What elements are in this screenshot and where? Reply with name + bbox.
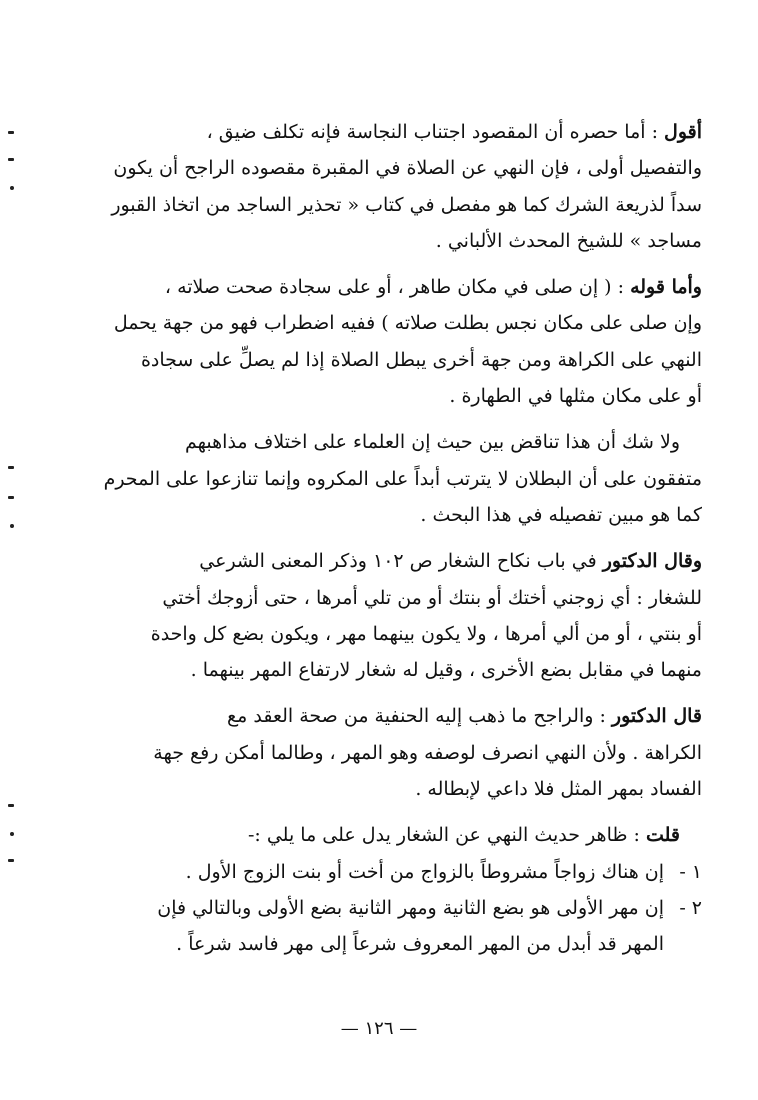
margin-mark (8, 131, 14, 134)
page-number: — ١٢٦ — (340, 1018, 418, 1039)
list-item: ١ -إن هناك زواجاً مشروطاً بالزواج من أخت أو بنت الزوج الأول . (66, 854, 702, 890)
text-line: الكراهة . ولأن النهي انصرف لوصفه وهو المهر ، وطالما أمكن رفع جهة (153, 741, 702, 764)
text-line: ولا شك أن هذا تناقض بين حيث إن العلماء على اختلاف مذاهبهم (185, 431, 680, 454)
text-line: الفساد بمهر المثل فلا داعي لإبطاله . (415, 778, 702, 801)
text-line: مساجد » للشيخ المحدث الألباني . (435, 229, 702, 252)
text-line: النهي على الكراهة ومن جهة أخرى يبطل الصلاة إذا لم يصلِّ على سجادة (140, 348, 702, 371)
margin-mark (8, 496, 14, 499)
margin-mark (8, 466, 14, 469)
margin-mark (8, 859, 14, 862)
paragraph-wa-amma-qawluhu (66, 269, 702, 414)
list-number: ٢ - (679, 896, 702, 919)
list-item: ٢ -إن مهر الأولى هو بضع الثانية ومهر الثانية بضع الأولى وبالتالي فإن (66, 890, 702, 926)
text-line: متفقون على أن البطلان لا يترتب أبداً على المكروه وإنما تنازعوا على المحرم (103, 467, 702, 490)
text-line: أقول : أما حصره أن المقصود اجتناب النجاسة فإنه تكلف ضيق ، (206, 121, 702, 143)
text-line: وأما قوله : ( إن صلى في مكان طاهر ، أو على سجادة صحت صلاته ، (164, 276, 702, 299)
text-line: للشغار : أي زوجني أختك أو بنتك أو من تلي أمرها ، حتى أزوجك أختي (162, 586, 702, 609)
text-line: أو على مكان مثلها في الطهارة . (449, 385, 702, 408)
text-line: وقال الدكتور في باب نكاح الشغار ص ١٠٢ وذكر المعنى الشرعي (199, 550, 702, 573)
text-line: كما هو مبين تفصيله في هذا البحث . (420, 503, 702, 526)
body-text (66, 114, 702, 963)
list-item-continuation: المهر قد أبدل من المهر المعروف شرعاً إلى مهر فاسد شرعاً . (176, 933, 664, 956)
paragraph-qultu (66, 817, 702, 853)
paragraph-aqool (66, 114, 702, 259)
text-line: قلت : ظاهر حديث النهي عن الشغار يدل على ما يلي :- (247, 824, 680, 847)
text-line: قال الدكتور : والراجح ما ذهب إليه الحنفية من صحة العقد مع (227, 705, 702, 728)
text-line: وإن صلى على مكان نجس بطلت صلاته ) ففيه اضطراب فهو من جهة يحمل (113, 312, 702, 335)
margin-mark (8, 804, 14, 807)
margin-dot (10, 832, 14, 836)
lead-word: قلت (645, 824, 680, 847)
margin-dot (10, 524, 14, 528)
text-line: سداً لذريعة الشرك كما هو مفصل في كتاب « تحذير الساجد من اتخاذ القبور (111, 193, 702, 216)
lead-word: وقال الدكتور (602, 550, 702, 573)
text-line: منهما في مقابل بضع الأخرى ، وقيل له شغار لارتفاع المهر بينهما . (190, 659, 702, 682)
paragraph-la-shakk (66, 424, 702, 533)
numbered-list (66, 854, 702, 963)
paragraph-wa-qala-aldoctor (66, 543, 702, 688)
lead-word: أقول (664, 121, 702, 143)
lead-word: وأما قوله (630, 276, 702, 299)
text-line: والتفصيل أولى ، فإن النهي عن الصلاة في المقبرة مقصوده الراجح أن يكون (113, 157, 702, 180)
margin-dot (10, 186, 14, 190)
margin-mark (8, 158, 14, 161)
list-number: ١ - (679, 860, 702, 883)
paragraph-qala-aldoctor (66, 698, 702, 807)
text-line: أو بنتي ، أو من ألي أمرها ، ولا يكون بينهما مهر ، ويكون بضع كل واحدة (150, 622, 702, 645)
lead-word: قال الدكتور (611, 705, 702, 728)
